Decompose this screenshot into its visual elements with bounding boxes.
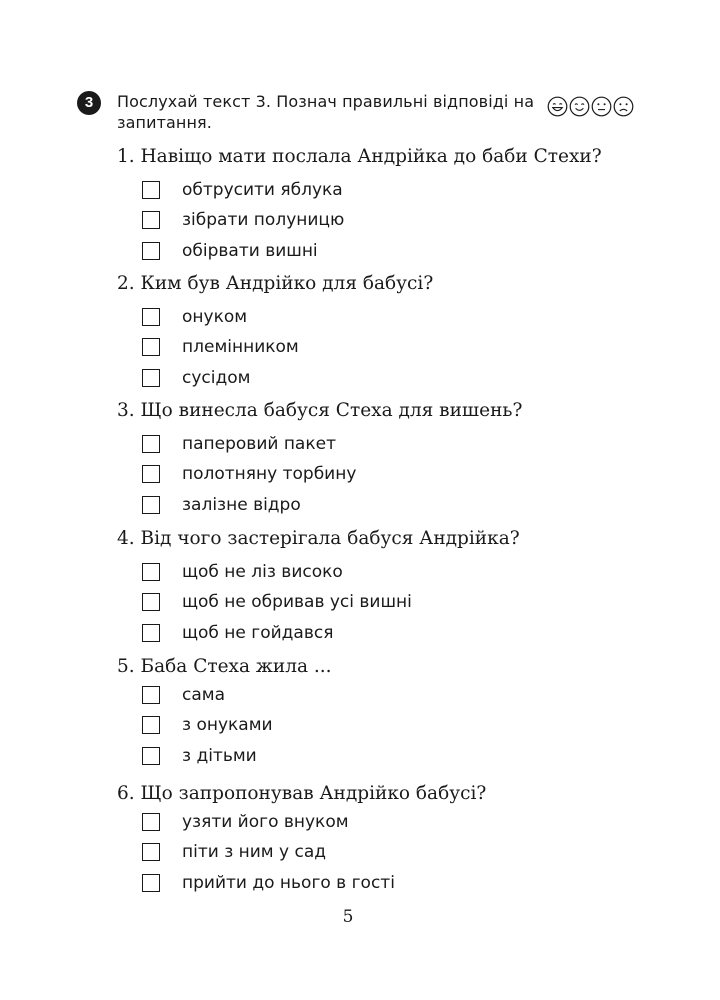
sad-face-icon[interactable] xyxy=(613,96,634,117)
question-4 xyxy=(117,526,677,643)
answer-label: сама xyxy=(182,685,226,705)
answer-checkbox[interactable] xyxy=(142,308,160,326)
answer-label: з дітьми xyxy=(182,746,257,766)
question-text: 3. Що винесла бабуся Стеха для вишень? xyxy=(117,400,523,421)
answer-checkbox[interactable] xyxy=(142,874,160,892)
question-5 xyxy=(117,654,677,766)
answer-label: залізне відро xyxy=(182,495,301,515)
answer-label: полотняну торбину xyxy=(182,464,357,484)
neutral-face-icon[interactable] xyxy=(591,96,612,117)
answer-checkbox[interactable] xyxy=(142,242,160,260)
answer-checkbox[interactable] xyxy=(142,369,160,387)
answer-option[interactable] xyxy=(142,870,395,896)
answer-label: щоб не гойдався xyxy=(182,623,334,643)
answer-checkbox[interactable] xyxy=(142,813,160,831)
answer-checkbox[interactable] xyxy=(142,716,160,734)
answer-option[interactable] xyxy=(142,177,343,203)
answer-checkbox[interactable] xyxy=(142,338,160,356)
answer-checkbox[interactable] xyxy=(142,496,160,514)
answer-option[interactable] xyxy=(142,589,412,615)
question-text: 1. Навіщо мати послала Андрійка до баби Стехи? xyxy=(117,146,602,167)
answer-label: обтрусити яблука xyxy=(182,180,343,200)
answer-option[interactable] xyxy=(142,839,326,865)
answer-option[interactable] xyxy=(142,620,333,646)
answer-option[interactable] xyxy=(142,461,356,487)
answer-checkbox[interactable] xyxy=(142,181,160,199)
question-2 xyxy=(117,271,677,388)
answer-label: з онуками xyxy=(182,715,273,735)
answer-option[interactable] xyxy=(142,365,250,391)
smiling-face-icon[interactable] xyxy=(569,96,590,117)
answer-option[interactable] xyxy=(142,492,301,518)
answer-label: онуком xyxy=(182,307,248,327)
answer-option[interactable] xyxy=(142,304,247,330)
grinning-face-icon[interactable] xyxy=(547,96,568,117)
answer-option[interactable] xyxy=(142,431,336,457)
answer-checkbox[interactable] xyxy=(142,747,160,765)
question-text: 6. Що запропонував Андрійко бабусі? xyxy=(117,783,487,804)
question-text: 4. Від чого застерігала бабуся Андрійка? xyxy=(117,528,520,549)
answer-checkbox[interactable] xyxy=(142,624,160,642)
self-assessment-faces xyxy=(547,96,634,117)
answer-label: сусідом xyxy=(182,368,251,388)
answer-label: узяти його внуком xyxy=(182,812,349,832)
answer-label: паперовий пакет xyxy=(182,434,336,454)
answer-label: зібрати полуницю xyxy=(182,210,345,230)
question-text: 2. Ким був Андрійко для бабусі? xyxy=(117,273,434,294)
answer-option[interactable] xyxy=(142,238,318,264)
answer-option[interactable] xyxy=(142,743,257,769)
answer-option[interactable] xyxy=(142,559,343,585)
question-1 xyxy=(117,144,677,261)
answer-checkbox[interactable] xyxy=(142,593,160,611)
answer-checkbox[interactable] xyxy=(142,563,160,581)
question-6 xyxy=(117,781,677,893)
question-3 xyxy=(117,398,677,515)
answer-checkbox[interactable] xyxy=(142,435,160,453)
answer-label: щоб не обривав усі вишні xyxy=(182,592,412,612)
answer-option[interactable] xyxy=(142,682,225,708)
answer-option[interactable] xyxy=(142,334,299,360)
answer-checkbox[interactable] xyxy=(142,686,160,704)
answer-label: піти з ним у сад xyxy=(182,842,327,862)
answer-label: обірвати вишні xyxy=(182,241,318,261)
page-number: 5 xyxy=(342,907,354,927)
answer-option[interactable] xyxy=(142,712,273,738)
answer-checkbox[interactable] xyxy=(142,465,160,483)
answer-label: щоб не ліз високо xyxy=(182,562,343,582)
task-instruction: Послухай текст 3. Познач правильні відповіді на запитання. xyxy=(117,92,535,132)
answer-label: прийти до нього в гості xyxy=(182,873,395,893)
answer-checkbox[interactable] xyxy=(142,211,160,229)
answer-option[interactable] xyxy=(142,809,349,835)
answer-label: племінником xyxy=(182,337,299,357)
task-number-badge: 3 xyxy=(77,91,101,115)
answer-option[interactable] xyxy=(142,207,344,233)
answer-checkbox[interactable] xyxy=(142,843,160,861)
question-text: 5. Баба Стеха жила ... xyxy=(117,656,332,677)
